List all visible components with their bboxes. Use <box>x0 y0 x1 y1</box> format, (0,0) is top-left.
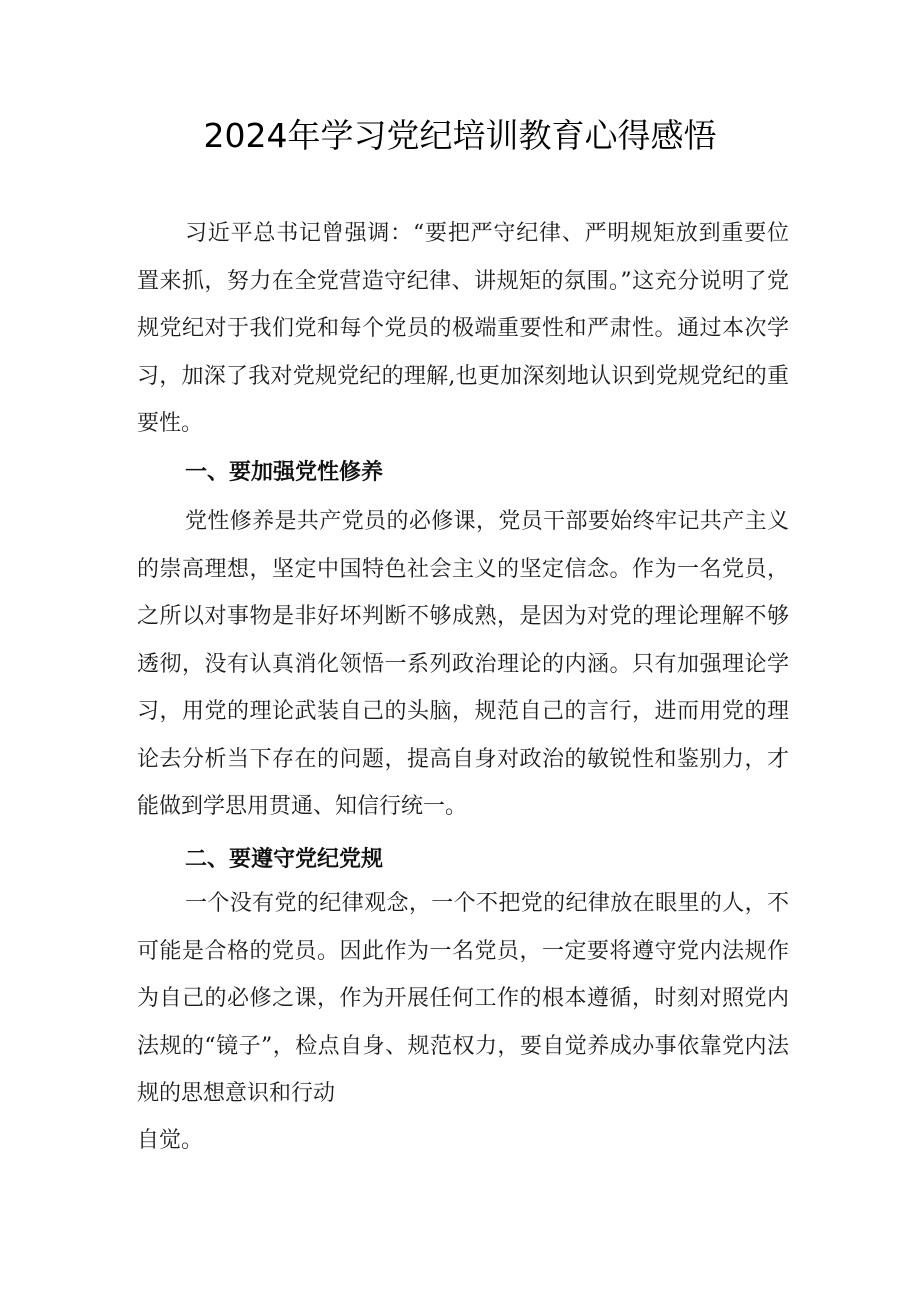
intro-paragraph: 习近平总书记曾强调：“要把严守纪律、严明规矩放到重要位置来抓，努力在全党营造守纪律、讲规矩的氛围。”这充分说明了党规党纪对于我们党和每个党员的极端重要性和严肃性。通过本次学习，加深了我对党规党纪的理解,也更加深刻地认识到党规党纪的重要性。 <box>137 221 789 436</box>
section-heading-1: 一、要加强党性修养 <box>185 459 384 485</box>
section-paragraph-2: 一个没有党的纪律观念，一个不把党的纪律放在眼里的人，不可能是合格的党员。因此作为一名党员，一定要将遵守党内法规作为自己的必修之课，作为开展任何工作的根本遵循，时刻对照党内法规的“镜子”，检点自身、规范权力，要自觉养成办事依靠党内法规的思想意识和行动 <box>137 891 789 1106</box>
section-heading-2: 二、要遵守党纪党规 <box>185 846 384 872</box>
section-paragraph-2-tail: 自觉。 <box>137 1128 204 1153</box>
document-title: 2024年学习党纪培训教育心得感悟 <box>203 116 717 155</box>
section-paragraph-1: 党性修养是共产党员的必修课，党员干部要始终牢记共产主义的崇高理想，坚定中国特色社会主义的坚定信念。作为一名党员，之所以对事物是非好坏判断不够成熟，是因为对党的理论理解不够透彻，没有认真消化领悟一系列政治理论的内涵。只有加强理论学习，用党的理论武装自己的头脑，规范自己的言行，进而用党的理论去分析当下存在的问题，提高自身对政治的敏锐性和鉴别力，才能做到学思用贯通、知信行统一。 <box>137 509 789 819</box>
